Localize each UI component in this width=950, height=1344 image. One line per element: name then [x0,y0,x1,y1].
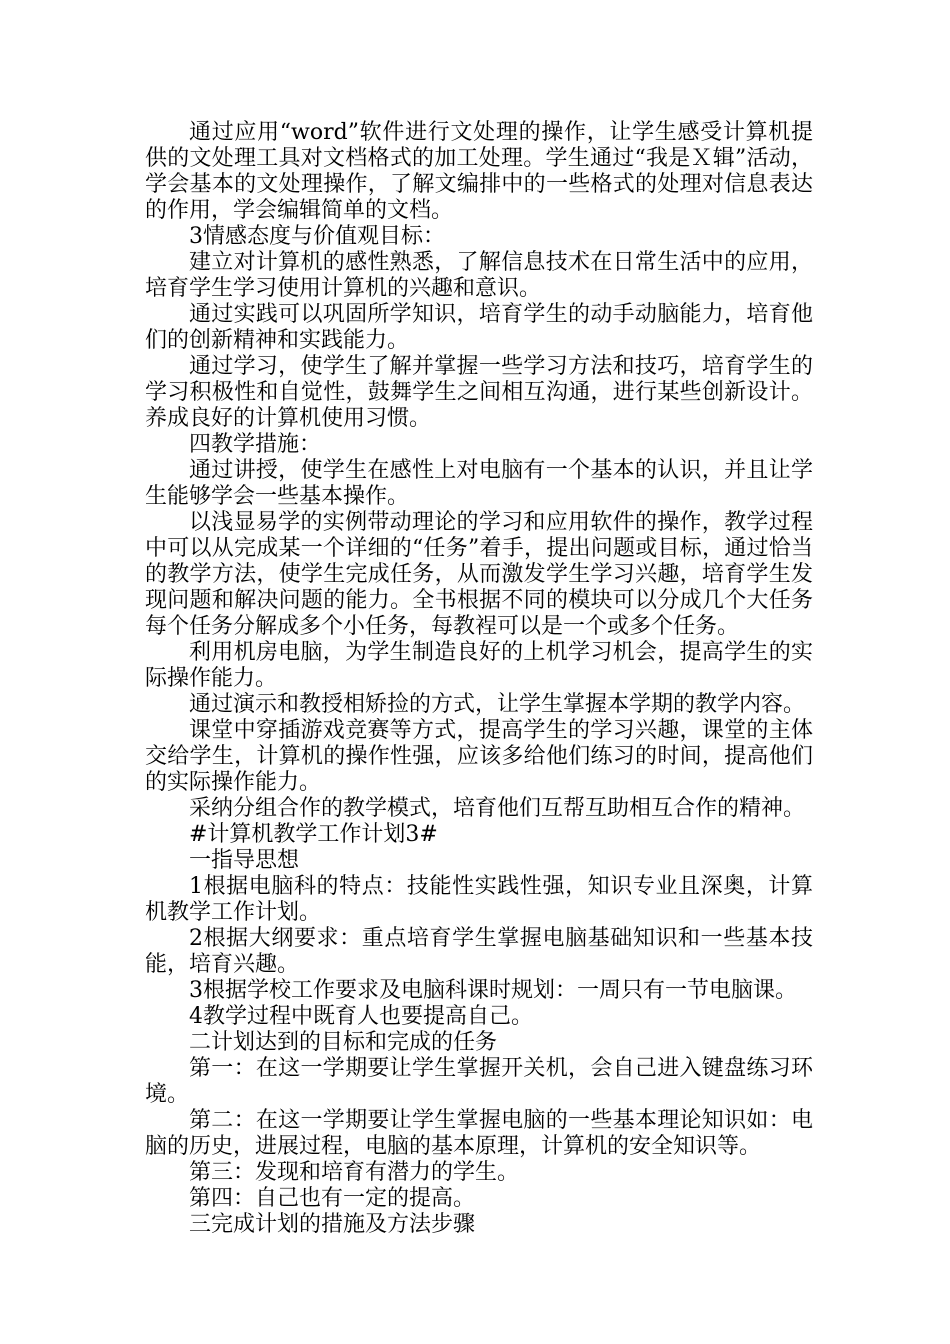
paragraph-group-work: 采纳分组合作的教学模式，培育他们互帮互助相互合作的精神。 [189,796,806,821]
paragraph-games: 课堂中穿插游戏竞赛等方式，提高学生的学习兴趣，课堂的主体交给学生，计算机的操作性强，应该多给他们练习的时间，提高他们的实际操作能力。 [145,718,813,795]
paragraph-word-processing: 通过应用“word”软件进行文处理的操作，让学生感受计算机提供的文处理工具对文档格式的加工处理。学生通过“我是Ｘ辑”活动，学会基本的文处理操作，了解文编排中的一些格式的处理对信息表达的作用，学会编辑简单的文档。 [145,120,813,223]
heading-guiding-ideology: 一指导思想 [189,848,300,873]
document-body [145,120,813,1238]
heading-goals-tasks: 二计划达到的目标和完成的任务 [189,1030,498,1055]
paragraph-perceptual-familiarity: 建立对计算机的感性熟悉，了解信息技术在日常生活中的应用，培育学生学习使用计算机的兴趣和意识。 [145,250,813,301]
paragraph-first: 第一：在这一学期要让学生掌握开关机，会自己进入键盘练习环境。 [145,1056,813,1107]
paragraph-item-3: 3根据学校工作要求及电脑科课时规划：一周只有一节电脑课。 [189,978,797,1003]
paragraph-second: 第二：在这一学期要让学生掌握电脑的一些基本理论知识如：电脑的历史，进展过程，电脑的基本原理，计算机的安全知识等。 [145,1108,813,1159]
paragraph-item-4: 4教学过程中既育人也要提高自己。 [189,1004,533,1029]
paragraph-learning-methods: 通过学习，使学生了解并掌握一些学习方法和技巧，培育学生的学习积极性和自觉性，鼓舞学生之间相互沟通，进行某些创新设计。养成良好的计算机使用习惯。 [145,354,813,431]
paragraph-item-2: 2根据大纲要求：重点培育学生掌握电脑基础知识和一些基本技能，培育兴趣。 [145,926,813,977]
section-title-plan-3: #计算机教学工作计划3# [189,822,438,847]
paragraph-practice: 通过实践可以巩固所学知识，培育学生的动手动脑能力，培育他们的创新精神和实践能力。 [145,302,813,353]
paragraph-item-1: 1根据电脑科的特点：技能性实践性强，知识专业且深奥，计算机教学工作计划。 [145,874,813,925]
heading-measures-steps: 三完成计划的措施及方法步骤 [189,1212,476,1237]
paragraph-lecturing: 通过讲授，使学生在感性上对电脑有一个基本的认识，并且让学生能够学会一些基本操作。 [145,458,813,509]
paragraph-computer-lab: 利用机房电脑，为学生制造良好的上机学习机会，提高学生的实际操作能力。 [145,640,813,691]
paragraph-third: 第三：发现和培育有潜力的学生。 [189,1160,520,1185]
paragraph-demonstration: 通过演示和教授相矫捡的方式，让学生掌握本学期的教学内容。 [189,692,806,717]
heading-teaching-measures: 四教学措施： [189,432,322,457]
paragraph-fourth: 第四：自己也有一定的提高。 [189,1186,476,1211]
heading-emotion-goals: 3情感态度与价值观目标： [189,224,445,249]
paragraph-task-driven: 以浅显易学的实例带动理论的学习和应用软件的操作，教学过程中可以从完成某一个详细的“任务”着手，提出问题或目标，通过恰当的教学方法，使学生完成任务，从而激发学生学习兴趣，培育学生发现问题和解决问题的能力。全书根据不同的模块可以分成几个大任务每个任务分解成多个小任务，每教裎可以是一个或多个任务。 [145,510,813,639]
